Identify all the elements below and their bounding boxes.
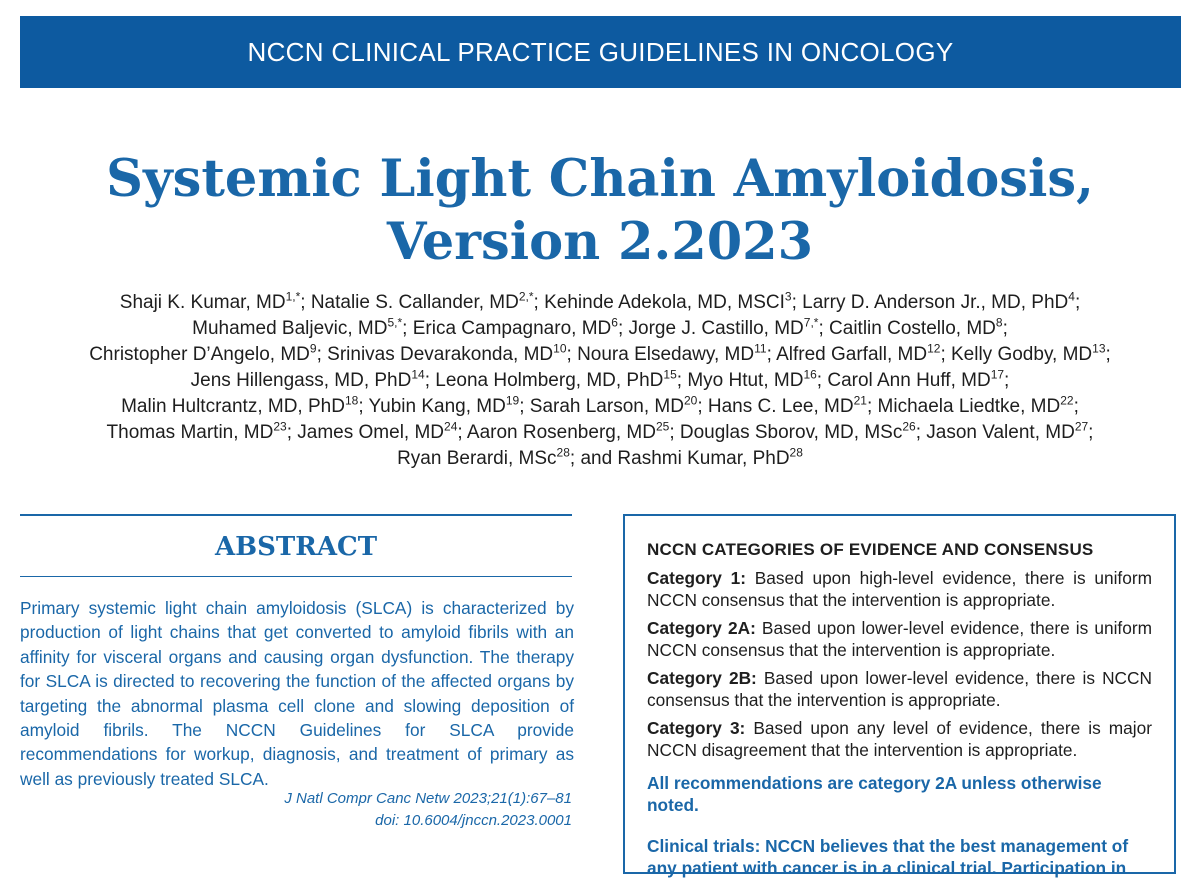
author-affiliation: 26: [902, 419, 916, 434]
author-affiliation: 14: [411, 367, 425, 382]
author-line: [12, 394, 1188, 420]
author-affiliation: 12: [927, 341, 941, 356]
author-separator: ;: [766, 344, 777, 365]
author-affiliation: 17: [990, 367, 1005, 382]
category-label: Category 2B:: [647, 668, 757, 688]
author-separator: ;: [1073, 396, 1079, 417]
author-separator: ;: [519, 396, 530, 417]
author-affiliation: 15: [663, 367, 677, 382]
author-separator: ;: [569, 448, 581, 469]
author-affiliation: 20: [683, 393, 698, 408]
author-affiliation: 11: [754, 341, 767, 356]
author-name: Erica Campagnaro, MD: [412, 318, 612, 339]
evidence-category-2a: [647, 618, 1152, 661]
author-affiliation: 7,*: [803, 315, 819, 330]
author-affiliation: 21: [853, 393, 867, 408]
title-line-1: Systemic Light Chain Amyloidosis,: [106, 149, 1094, 209]
evidence-default-note: All recommendations are category 2A unless otherwise noted.: [647, 773, 1102, 815]
author-separator: ;: [533, 292, 545, 313]
author-name: Christopher D’Angelo, MD: [89, 344, 310, 365]
author-affiliation: 24: [444, 419, 458, 434]
author-name: Malin Hultcrantz, MD, PhD: [121, 396, 345, 417]
author-separator: ;: [676, 370, 688, 391]
author-separator: ;: [1088, 422, 1094, 443]
author-name: Caitlin Costello, MD: [829, 318, 996, 339]
author-affiliation: 28: [789, 445, 803, 460]
author-separator: ;: [566, 344, 578, 365]
clinical-trials-note: Clinical trials: NCCN believes that the best management of any patient with cancer is in a clinical trial. Participation in: [647, 836, 1129, 878]
author-name: Aaron Rosenberg, MD: [466, 422, 656, 443]
author-affiliation: 23: [273, 419, 287, 434]
author-separator: ;: [300, 292, 311, 313]
author-separator: ;: [358, 396, 369, 417]
author-affiliation: 6: [611, 315, 618, 330]
author-name: and Rashmi Kumar, PhD: [580, 448, 790, 469]
author-name: Thomas Martin, MD: [106, 422, 274, 443]
evidence-category-1: [647, 568, 1152, 611]
author-affiliation: 13: [1092, 341, 1106, 356]
abstract-heading: ABSTRACT: [214, 532, 378, 562]
author-separator: ;: [697, 396, 708, 417]
author-separator: ;: [402, 318, 413, 339]
category-label: Category 2A:: [647, 618, 756, 638]
title-line-2: Version 2.2023: [386, 212, 814, 272]
author-affiliation: 8: [995, 315, 1003, 330]
author-separator: ;: [316, 344, 328, 365]
author-affiliation: 16: [803, 367, 817, 382]
abstract-heading-rule: [20, 576, 572, 577]
author-separator: ;: [1105, 344, 1111, 365]
author-line: [12, 290, 1188, 316]
author-separator: ;: [1004, 370, 1010, 391]
author-separator: ;: [791, 292, 803, 313]
journal-banner: [20, 16, 1181, 88]
author-name: Kelly Godby, MD: [951, 344, 1093, 365]
author-affiliation: 18: [344, 393, 359, 408]
author-affiliation: 28: [556, 445, 570, 460]
author-name: Noura Elsedawy, MD: [577, 344, 755, 365]
author-separator: ;: [940, 344, 951, 365]
author-separator: ;: [457, 422, 467, 443]
author-separator: ;: [818, 318, 830, 339]
abstract-top-rule: [20, 514, 572, 516]
author-affiliation: 27: [1074, 419, 1089, 434]
category-text: Based upon high-level evidence, there is uniform NCCN consensus that the intervention is appropriate.: [647, 568, 1152, 610]
author-name: Hans C. Lee, MD: [707, 396, 854, 417]
author-affiliation: 19: [505, 393, 520, 408]
author-affiliation: 2,*: [518, 289, 534, 304]
author-affiliation: 5,*: [387, 315, 403, 330]
author-name: Jens Hillengass, MD, PhD: [190, 370, 412, 391]
author-affiliation: 10: [553, 341, 567, 356]
category-label: Category 1:: [647, 568, 746, 588]
author-name: Yubin Kang, MD: [368, 396, 506, 417]
author-line: [12, 420, 1188, 446]
author-separator: ;: [617, 318, 629, 339]
author-name: James Omel, MD: [297, 422, 445, 443]
author-affiliation: 25: [655, 419, 670, 434]
category-text: Based upon lower-level evidence, there is NCCN consensus that the intervention is appropriate.: [647, 668, 1152, 710]
author-separator: ;: [816, 370, 828, 391]
author-line: [12, 446, 1188, 472]
citation-journal: J Natl Compr Canc Netw 2023;21(1):67–81: [284, 790, 572, 807]
author-name: Shaji K. Kumar, MD: [119, 292, 286, 313]
author-name: Sarah Larson, MD: [529, 396, 684, 417]
category-label: Category 3:: [647, 718, 746, 738]
author-name: Jason Valent, MD: [926, 422, 1075, 443]
article-title: [0, 148, 1200, 274]
evidence-category-3: [647, 718, 1152, 761]
author-name: Myo Htut, MD: [687, 370, 804, 391]
citation-doi: doi: 10.6004/jnccn.2023.0001: [375, 812, 572, 829]
author-affiliation: 1,*: [285, 289, 301, 304]
author-separator: ;: [915, 422, 927, 443]
author-name: Leona Holmberg, MD, PhD: [435, 370, 664, 391]
author-name: Srinivas Devarakonda, MD: [327, 344, 554, 365]
author-affiliation: 9: [309, 341, 317, 356]
author-separator: ;: [424, 370, 436, 391]
author-name: Natalie S. Callander, MD: [310, 292, 519, 313]
author-name: Douglas Sborov, MD, MSc: [679, 422, 903, 443]
category-text: Based upon any level of evidence, there is major NCCN disagreement that the intervention is appropriate.: [647, 718, 1152, 760]
evidence-categories-box: [623, 514, 1176, 878]
author-line: [12, 368, 1188, 394]
author-name: Jorge J. Castillo, MD: [628, 318, 804, 339]
author-name: Ryan Berardi, MSc: [397, 448, 557, 469]
author-line: [12, 342, 1188, 368]
abstract-body: Primary systemic light chain amyloidosis (SLCA) is characterized by production of light chains that get converted to amyloid fibrils with an affinity for visceral organs and causing organ dysfunction. The therapy for SLCA is directed to recovering the function of the affected organs by targeting the abnormal plasma cell clone and slowing deposition of amyloid fibrils. The NCCN Guidelines for SLCA provide recommendations for workup, diagnosis, and treatment of primary as well as previously treated SLCA.: [20, 598, 574, 789]
author-name: Michaela Liedtke, MD: [877, 396, 1061, 417]
author-name: Larry D. Anderson Jr., MD, PhD: [802, 292, 1069, 313]
author-list: [12, 290, 1188, 472]
author-affiliation: 22: [1060, 393, 1074, 408]
author-separator: ;: [866, 396, 878, 417]
author-separator: ;: [1002, 318, 1008, 339]
author-separator: ;: [286, 422, 298, 443]
author-affiliation: 4: [1068, 289, 1075, 304]
author-separator: ;: [669, 422, 680, 443]
banner-text: NCCN CLINICAL PRACTICE GUIDELINES IN ONCOLOGY: [247, 36, 954, 67]
citation: [20, 788, 572, 832]
evidence-category-2b: [647, 668, 1152, 711]
evidence-heading: NCCN CATEGORIES OF EVIDENCE AND CONSENSUS: [647, 540, 1094, 559]
author-name: Kehinde Adekola, MD, MSCI: [544, 292, 785, 313]
category-text: Based upon lower-level evidence, there is uniform NCCN consensus that the intervention is appropriate.: [647, 618, 1152, 660]
author-name: Muhamed Baljevic, MD: [192, 318, 388, 339]
author-affiliation: 3: [784, 289, 792, 304]
author-name: Alfred Garfall, MD: [776, 344, 928, 365]
author-line: [12, 316, 1188, 342]
author-separator: ;: [1074, 292, 1081, 313]
author-name: Carol Ann Huff, MD: [827, 370, 991, 391]
